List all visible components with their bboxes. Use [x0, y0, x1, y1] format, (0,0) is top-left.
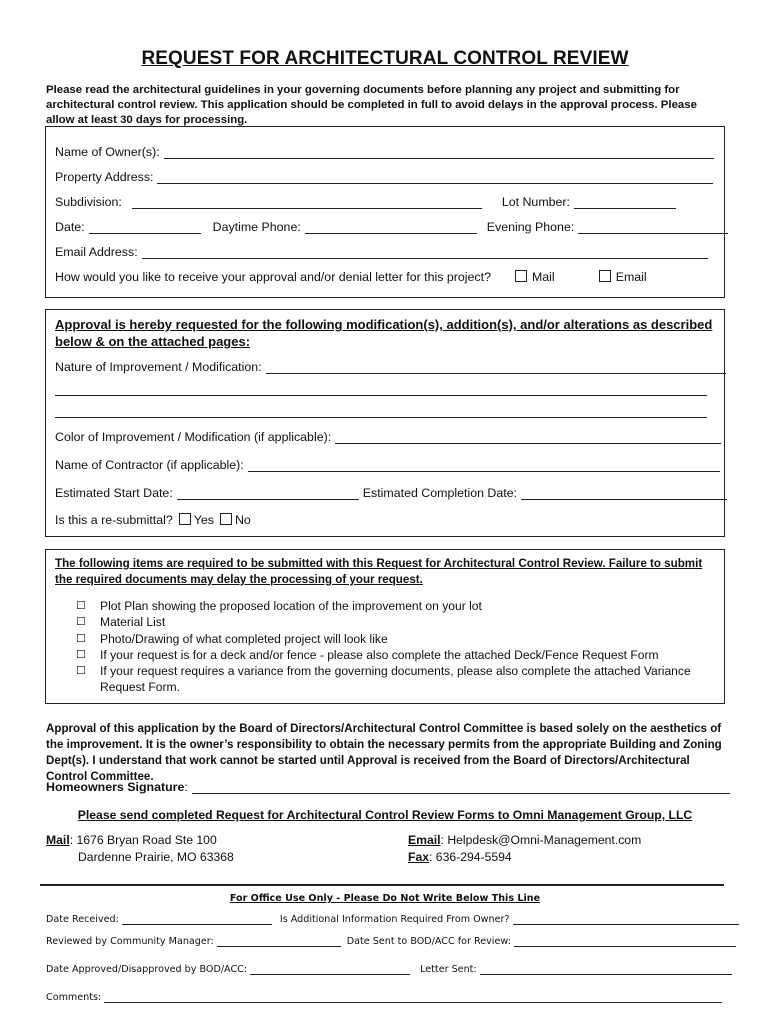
signature-row: Homeowners Signature : [46, 780, 730, 794]
list-item: ☐ If your request requires a variance from the governing documents, please also complete the attached Variance Request Form. [76, 664, 691, 695]
bullet-square-icon: ☐ [76, 632, 86, 645]
mail-label: Mail [46, 833, 70, 847]
send-instructions: Please send completed Request for Architectural Control Review Forms to Omni Management Group, LLC [77, 808, 693, 822]
reviewed-by-label: Reviewed by Community Manager: [46, 936, 214, 947]
daytime-phone-field[interactable] [305, 220, 477, 234]
evening-phone-field[interactable] [578, 220, 728, 234]
evening-phone-label: Evening Phone: [486, 220, 575, 234]
mail-line-2: Dardenne Prairie, MO 63368 [78, 850, 234, 864]
lot-number-label: Lot Number: [501, 195, 570, 209]
owner-name-field[interactable] [164, 145, 714, 159]
approval-heading: Approval is hereby requested for the following modification(s), addition(s), and/or alterations as described below & on the attached pages: [55, 317, 713, 349]
start-date-label: Estimated Start Date: [55, 486, 173, 500]
nature-line-2 [55, 382, 707, 396]
bullet-square-icon: ☐ [76, 600, 86, 612]
nature-label: Nature of Improvement / Modification: [55, 360, 262, 374]
lot-number-field[interactable] [574, 195, 676, 209]
date-sent-field[interactable] [514, 936, 736, 947]
office-row-3 [46, 964, 732, 975]
resubmittal-row [55, 513, 251, 527]
email-option-label: Email [615, 270, 647, 284]
nature-row [55, 360, 726, 374]
owner-name-row [55, 145, 714, 159]
date-approved-label: Date Approved/Disapproved by BOD/ACC: [46, 964, 248, 975]
required-heading: The following items are required to be submitted with this Request for Architectural Control Review. Failure to submit the required documents may delay the processing of your request. [55, 557, 703, 586]
subdivision-row [55, 195, 676, 209]
letter-sent-label: Letter Sent: [420, 964, 477, 975]
email-address-label: Email Address: [55, 245, 138, 259]
start-date-field[interactable] [177, 486, 359, 500]
nature-field-line-3[interactable] [55, 404, 707, 418]
nature-field-line-2[interactable] [55, 382, 707, 396]
resubmittal-yes-checkbox[interactable] [179, 513, 191, 525]
email-row [55, 245, 708, 259]
email-address-field[interactable] [142, 245, 708, 259]
signature-field[interactable] [192, 780, 730, 794]
date-approved-field[interactable] [250, 964, 410, 975]
bullet-square-icon: ☐ [76, 648, 86, 661]
nature-field[interactable] [266, 360, 726, 374]
office-row-1 [46, 914, 739, 925]
form-title: REQUEST FOR ARCHITECTURAL CONTROL REVIEW [141, 48, 629, 69]
nature-line-3 [55, 404, 707, 418]
list-item: ☐ Plot Plan showing the proposed location of the improvement on your lot [76, 599, 482, 613]
dates-row [55, 486, 727, 500]
mail-option-label: Mail [531, 270, 555, 284]
list-item: ☐ Photo/Drawing of what completed project will look like [76, 631, 388, 646]
property-address-field[interactable] [157, 170, 713, 184]
office-row-2 [46, 936, 736, 947]
list-item: ☐ If your request is for a deck and/or fence - please also complete the attached Deck/Fence Request Form [76, 647, 659, 662]
bullet-square-icon: ☐ [76, 665, 86, 678]
reviewed-by-field[interactable] [217, 936, 341, 947]
letter-preference-row [55, 270, 647, 284]
date-phone-row [55, 220, 728, 234]
color-field[interactable] [335, 430, 721, 444]
bullet-square-icon: ☐ [76, 616, 86, 629]
color-row [55, 430, 721, 444]
date-received-field[interactable] [122, 914, 272, 925]
list-item: ☐ Material List [76, 615, 166, 630]
email-checkbox[interactable] [599, 270, 611, 282]
approval-note: Approval of this application by the Board of Directors/Architectural Control Committee is based solely on the aesthetics of the improvement. It is the owner’s responsibility to obtain the necessary permits from the appropriate Building and Zoning Dept(s). I understand that work cannot be started until Approval is received from the Board of Directors/Architectural Control Committee. [46, 722, 722, 783]
email-value[interactable]: Helpdesk@Omni-Management.com [447, 833, 642, 847]
subdivision-label: Subdivision: [55, 195, 122, 209]
completion-date-field[interactable] [521, 486, 727, 500]
office-divider [40, 884, 724, 886]
resubmittal-no-checkbox[interactable] [220, 513, 232, 525]
subdivision-field[interactable] [132, 195, 482, 209]
date-label: Date: [55, 220, 85, 234]
daytime-phone-label: Daytime Phone: [212, 220, 301, 234]
resubmittal-no-label: No [234, 513, 251, 527]
comments-label: Comments: [46, 992, 102, 1003]
mail-checkbox[interactable] [515, 270, 527, 282]
email-fax-block: Email: Helpdesk@Omni-Management.com Fax: 636-294-5594 [408, 833, 642, 864]
resubmittal-label: Is this a re-submittal? [55, 513, 173, 527]
required-items-list [76, 598, 710, 696]
property-address-row [55, 170, 713, 184]
comments-field[interactable] [104, 992, 722, 1003]
contractor-label: Name of Contractor (if applicable): [55, 458, 244, 472]
mail-address-block: Mail: 1676 Bryan Road Ste 100 Dardenne Prairie, MO 63368 [46, 833, 234, 864]
office-row-4 [46, 992, 722, 1003]
owner-name-label: Name of Owner(s): [55, 145, 160, 159]
signature-label: Homeowners Signature [46, 780, 185, 794]
intro-text: Please read the architectural guidelines in your governing documents before planning any project and submitting for architectural control review. This application should be completed in full to avoid delays in the approval process. Please allow at least 30 days for processing. [46, 84, 697, 126]
fax-value: 636-294-5594 [435, 850, 512, 864]
letter-question: How would you like to receive your approval and/or denial letter for this project? [55, 270, 491, 284]
office-use-title: For Office Use Only - Please Do Not Write Below This Line [229, 893, 541, 904]
email-label: Email [408, 833, 441, 847]
contractor-field[interactable] [248, 458, 720, 472]
date-received-label: Date Received: [46, 914, 119, 925]
completion-date-label: Estimated Completion Date: [362, 486, 518, 500]
color-label: Color of Improvement / Modification (if applicable): [55, 430, 332, 444]
mail-line-1: 1676 Bryan Road Ste 100 [76, 833, 217, 847]
additional-info-field[interactable] [513, 914, 739, 925]
contractor-row [55, 458, 720, 472]
fax-label: Fax [408, 850, 430, 864]
date-field[interactable] [89, 220, 201, 234]
date-sent-label: Date Sent to BOD/ACC for Review: [346, 936, 511, 947]
letter-sent-field[interactable] [480, 964, 732, 975]
additional-info-label: Is Additional Information Required From Owner? [279, 914, 510, 925]
resubmittal-yes-label: Yes [193, 513, 214, 527]
property-address-label: Property Address: [55, 170, 154, 184]
